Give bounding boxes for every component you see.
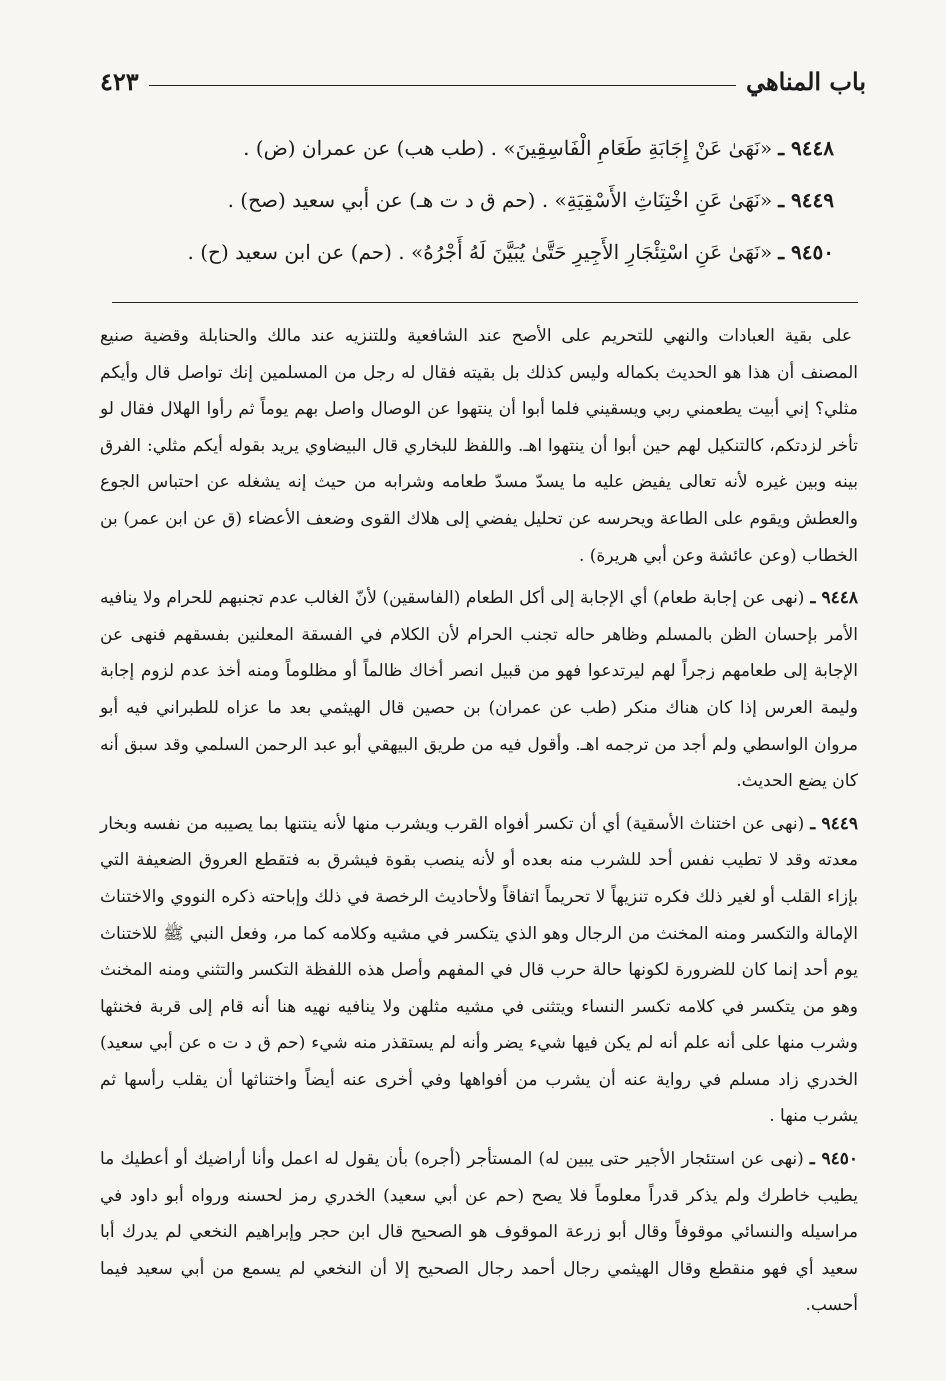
hadith-entry — [114, 226, 834, 278]
hadith-number: ٩٤٤٨ ـ — [778, 136, 834, 160]
section-divider — [112, 302, 858, 303]
commentary-number: ٩٤٤٩ ـ — [810, 813, 858, 834]
hadith-text: «نَهَىٰ عَنْ إِجَابَةِ طَعَامِ الْفَاسِقِينَ» . (طب هب) عن عمران (ض) . — [243, 136, 773, 160]
hadith-text: «نَهَىٰ عَنِ اسْتِئْجَارِ الأَجِيرِ حَتَّىٰ يُبَيَّنَ لَهُ أَجْرُهُ» . (حم) عن ابن سعيد (ح) . — [187, 240, 773, 264]
page-number: ٤٢٣ — [100, 67, 139, 96]
commentary-paragraph — [100, 318, 858, 574]
commentary-text: (نهى عن استئجار الأجير حتى يبين له) المستأجر (أجره) بأن يقول له اعمل وأنا أراضيك أو أعطيك ما يطيب خاطرك ولم يذكر قدراً معلوماً فلا يصح (حم عن أبي سعيد) الخدري رمز لحسنه ورواه أبو داود في مراسيله والنسائي موقوفاً وقال أبو زرعة الموقوف هو الصحيح قال ابن حجر وإبراهيم النخعي لم يدرك أبا سعيد أي فهو منقطع وقال الهيثمي رجال أحمد رجال الصحيح إلا أن النخعي لم يسمع من أبي سعيد فيما أحسب. — [100, 1149, 858, 1316]
hadith-number: ٩٤٤٩ ـ — [778, 188, 834, 212]
commentary — [100, 318, 858, 1330]
hadith-list — [114, 122, 834, 278]
commentary-paragraph — [100, 806, 858, 1135]
hadith-number: ٩٤٥٠ ـ — [778, 240, 834, 264]
commentary-text: على بقية العبادات والنهي للتحريم على الأصح عند الشافعية وللتنزيه عند مالك والحنابلة وقضية صنيع المصنف أن هذا هو الحديث بكماله وليس كذلك بل بقيته فقال له رجل من المسلمين إنك تواصل قال وأيكم مثلي؟ إني أبيت يطعمني ربي ويسقيني فلما أبوا أن ينتهوا عن الوصال واصل بهم يوماً ثم رأوا الهلال فقال لو تأخر لزدتكم، كالتنكيل لهم حين أبوا أن ينتهوا اهـ. واللفظ للبخاري قال البيضاوي يريد بقوله أيكم مثلي: الفرق بينه وبين غيره لأنه تعالى يفيض عليه ما يسدّ مسدّ طعامه وشرابه من حيث إنه يشغله عن احتباس الجوع والعطش ويقوم على الطاعة ويحرسه عن تحليل يفضي إلى هلاك القوى وضعف الأعضاء (ق عن ابن عمر) بن الخطاب (وعن عائشة وعن أبي هريرة) . — [100, 326, 858, 566]
hadith-entry — [114, 122, 834, 174]
hadith-text: «نَهَىٰ عَنِ اخْتِنَاثِ الأَسْقِيَةِ» . (حم ق د ت هـ) عن أبي سعيد (صح) . — [227, 188, 773, 212]
page-header — [100, 56, 866, 96]
commentary-text: (نهى عن اختناث الأسقية) أي أن تكسر أفواه القرب ويشرب منها لأنه ينتنها بما يصيبه من نفسه وبخار معدته وقد لا تطيب نفس أحد للشرب منه بعده أو لأنه ينصب بقوة فيشرق به فتقطع العروق الضعيفة التي بإزاء القلب أو لغير ذلك فكره تنزيهاً لا تحريماً اتفاقاً ولأحاديث الرخصة في ذلك وإباحته ذكره النووي والاختناث الإمالة والتكسر ومنه المخنث من الرجال وهو الذي يتكسر في مشيه وكلامه كما مر، وفعل النبي ﷺ للاختناث يوم أحد إنما كان للضرورة لكونها حالة حرب قال في المفهم وأصل هذه اللفظة التكسر والتثني ومنه المخنث وهو من يتكسر في كلامه تكسر النساء ويتثنى في مشيه مثلهن ولا ينافيه نهيه هنا أنه قام إلى قربة فخنثها وشرب منها على أنه علم أنه لم يكن فيها شيء يضر وأنه لم يستقذر منه شيء (حم ق د ت ه عن أبي سعيد) الخدري زاد مسلم في رواية عنه أن يشرب من أفواهها وفي أخرى عنه أيضاً واختناثها أن يقلب رأسها ثم يشرب منها . — [100, 813, 858, 1127]
hadith-entry — [114, 174, 834, 226]
commentary-paragraph — [100, 580, 858, 800]
header-rule — [149, 85, 736, 86]
commentary-text: (نهى عن إجابة طعام) أي الإجابة إلى أكل الطعام (الفاسقين) لأنّ الغالب عدم تجنبهم للحرام ولا ينافيه الأمر بإحسان الظن بالمسلم وظاهر حاله تجنب الحرام لأن الكلام في الفسقة المعلنين بفسقهم فنهى عن الإجابة إلى طعامهم زجراً لهم ليرتدعوا فهو من قبيل انصر أخاك ظالماً أو مظلوماً ومنه أخذ عدم لزوم إجابة وليمة العرس إذا كان هناك منكر (طب عن عمران) بن حصين قال الهيثمي بعد ما عزاه للطبراني فيه أبو مروان الواسطي ولم أجد من ترجمه اهـ. وأقول فيه من طريق البيهقي أبو عبد الرحمن السلمي وقد سبق أنه كان يضع الحديث. — [100, 588, 858, 792]
chapter-title: باب المناهي — [745, 67, 866, 96]
commentary-number: ٩٤٤٨ ـ — [810, 588, 858, 609]
commentary-paragraph — [100, 1141, 858, 1324]
commentary-number: ٩٤٥٠ ـ — [809, 1149, 858, 1170]
